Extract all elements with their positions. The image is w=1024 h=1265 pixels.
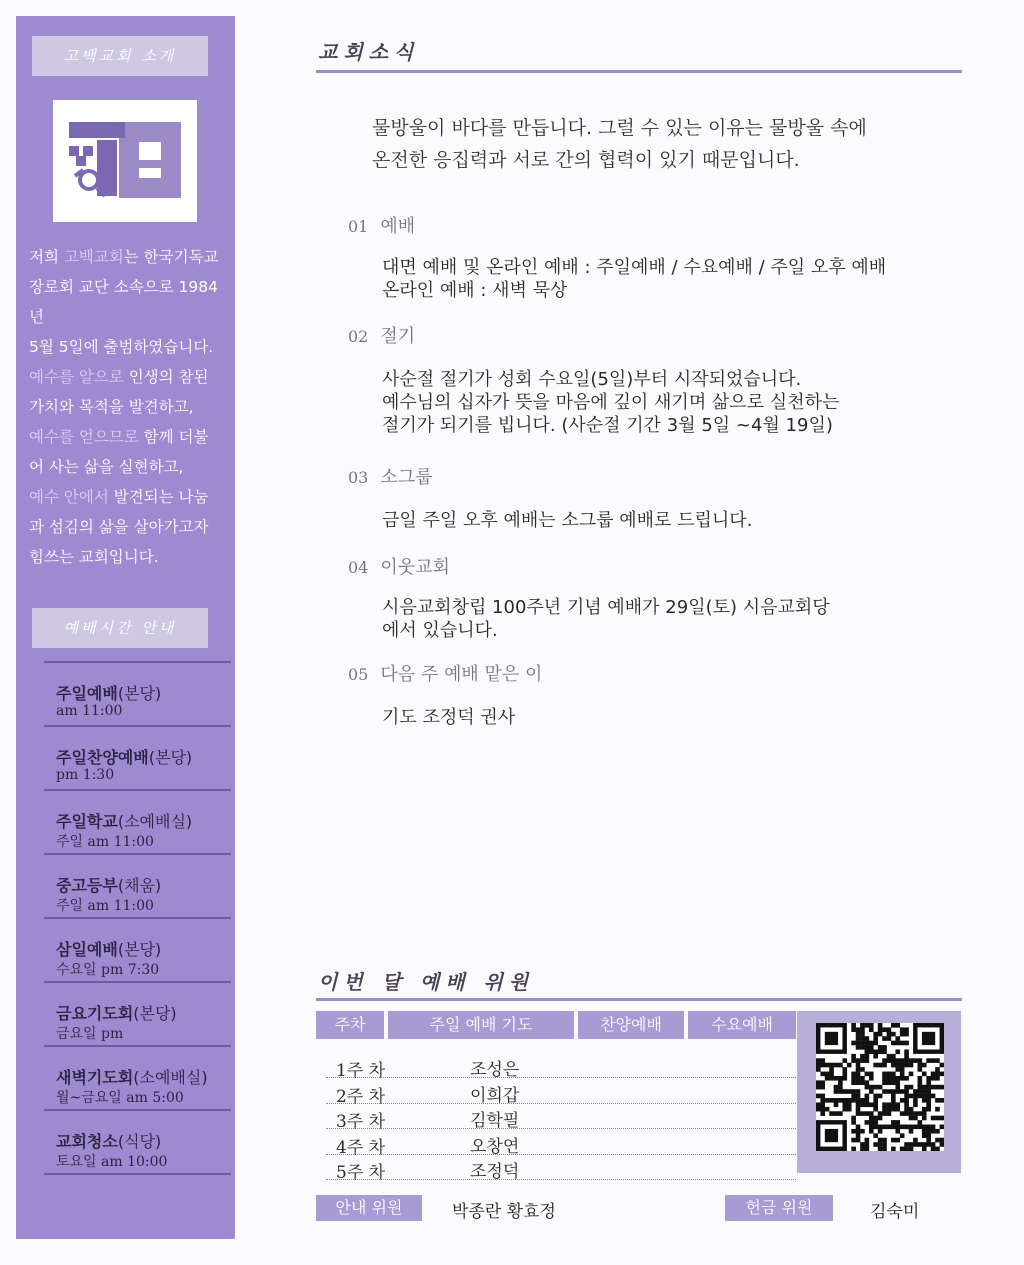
- service-name: 삼일예배: [56, 940, 118, 959]
- news-item-line: 절기가 되기를 빕니다. (사순절 기간 3월 5일 ~4월 19일): [382, 415, 833, 436]
- intro-highlight: 예수를 얻으므로: [29, 428, 139, 446]
- intro-line: [29, 482, 229, 512]
- schedule-time: 주일 am 11:00: [56, 898, 154, 914]
- col-header-week: 주차: [316, 1011, 384, 1039]
- news-item-heading: [348, 322, 415, 348]
- intro-line: [29, 422, 229, 452]
- schedule-time: 토요일 am 10:00: [56, 1154, 168, 1170]
- service-place: (식당): [117, 1132, 162, 1151]
- schedule-heading: 예배시간 안내: [32, 608, 208, 648]
- duty-prayer-name: 김학필: [470, 1111, 520, 1131]
- schedule-time: am 11:00: [56, 703, 123, 719]
- duty-week: 5주 차: [336, 1163, 386, 1183]
- news-title-rule: [316, 70, 962, 73]
- schedule-bottom-rule: [44, 1173, 231, 1175]
- intro-highlight: 고백교회: [63, 248, 124, 266]
- news-item-line: 온라인 예배 : 새벽 묵상: [382, 280, 568, 301]
- news-item-number: 02: [348, 327, 369, 346]
- service-place: (본당): [133, 1004, 177, 1023]
- service-name: 주일찬양예배: [56, 748, 149, 767]
- qr-code-icon: [816, 1023, 944, 1151]
- duty-prayer-name: 조정덕: [470, 1162, 520, 1182]
- service-place: (소예배실): [133, 1068, 208, 1087]
- intro-text: 저희: [29, 248, 64, 266]
- duty-title-rule: [316, 998, 962, 1001]
- service-name: 주일예배: [56, 684, 118, 703]
- intro-line: [29, 542, 229, 572]
- news-item-heading: [348, 463, 433, 489]
- news-item-line: 시음교회창립 100주년 기념 예배가 29일(토) 시음교회당: [382, 597, 830, 618]
- duty-week: 4주 차: [336, 1137, 386, 1158]
- duty-table-row: [326, 1079, 796, 1107]
- duty-title: 이번 달 예배 위원: [318, 970, 535, 994]
- offering-label: 헌금 위원: [725, 1195, 833, 1221]
- lead-line: 온전한 응집력과 서로 간의 협력이 있기 때문입니다.: [372, 149, 800, 171]
- intro-line: [29, 242, 229, 272]
- worship-schedule: [44, 661, 231, 1175]
- intro-text: 어 사는 삶을 실현하고,: [29, 458, 184, 476]
- schedule-time: pm 1:30: [56, 767, 115, 783]
- news-item-number: 05: [348, 665, 369, 684]
- news-item-title: 예배: [380, 216, 416, 237]
- guide-names: 박종란 황효정: [452, 1202, 556, 1222]
- news-item-body: [382, 368, 839, 437]
- news-item-line: 에서 있습니다.: [382, 620, 498, 641]
- duty-table-row: [326, 1104, 796, 1132]
- duty-table-row: [326, 1053, 796, 1081]
- news-title: 교회소식: [318, 40, 420, 64]
- schedule-service-name: [56, 1065, 208, 1088]
- duty-table-row: [326, 1155, 796, 1183]
- schedule-service-name: [56, 745, 192, 768]
- news-item-heading: [348, 212, 415, 238]
- news-item-line: 금일 주일 오후 예배는 소그룹 예배로 드립니다.: [382, 510, 753, 531]
- intro-text: 인생의 참된: [123, 368, 209, 386]
- service-name: 금요기도회: [56, 1004, 134, 1023]
- offering-names: 김숙미: [870, 1202, 920, 1222]
- schedule-service-name: [56, 809, 192, 832]
- service-place: (본당): [117, 940, 162, 959]
- schedule-item: [44, 1045, 231, 1109]
- intro-line: [29, 392, 229, 422]
- news-item-heading: [348, 660, 542, 686]
- duty-table-row: [326, 1130, 796, 1158]
- intro-heading: 고백교회 소개: [32, 36, 208, 76]
- news-item-line: 대면 예배 및 온라인 예배 : 주일예배 / 수요예배 / 주일 오후 예배: [382, 257, 887, 278]
- service-name: 새벽기도회: [56, 1068, 134, 1087]
- intro-highlight: 예수를 알으로: [29, 368, 124, 386]
- intro-line: [29, 332, 229, 362]
- intro-text: 5월 5일에 출범하였습니다.: [29, 338, 214, 356]
- news-item-line: 기도 조정덕 권사: [382, 707, 516, 728]
- schedule-time: 금요일 pm: [56, 1026, 124, 1042]
- duty-week: 1주 차: [336, 1061, 386, 1081]
- intro-text: 가치와 목적을 발견하고,: [29, 398, 194, 416]
- news-item-title: 다음 주 예배 맡은 이: [380, 664, 543, 685]
- news-item-title: 절기: [380, 326, 416, 347]
- schedule-item: [44, 1109, 231, 1173]
- church-introduction: [29, 242, 229, 572]
- schedule-item: [44, 981, 231, 1045]
- intro-line: [29, 272, 229, 332]
- church-logo-icon: [53, 100, 197, 222]
- schedule-item: [44, 789, 231, 853]
- service-place: (본당): [117, 684, 162, 703]
- news-item-line: 사순절 절기가 성회 수요일(5일)부터 시작되었습니다.: [382, 369, 802, 390]
- intro-text: 는 한국기독교: [123, 248, 219, 266]
- schedule-time: 주일 am 11:00: [56, 834, 154, 850]
- schedule-time: 수요일 pm 7:30: [56, 962, 160, 978]
- service-name: 중고등부: [56, 876, 118, 895]
- intro-line: [29, 512, 229, 542]
- schedule-item: [44, 725, 231, 789]
- schedule-service-name: [56, 1001, 177, 1024]
- news-item-title: 이웃교회: [380, 557, 450, 578]
- intro-highlight: 예수 안에서: [29, 488, 109, 506]
- duty-week: 3주 차: [336, 1112, 386, 1132]
- schedule-item: [44, 661, 231, 725]
- service-name: 교회청소: [56, 1132, 118, 1151]
- news-lead-paragraph: [372, 112, 932, 176]
- sidebar: [16, 16, 235, 1239]
- news-item-number: 01: [348, 217, 369, 236]
- intro-text: 힘쓰는 교회입니다.: [29, 548, 159, 566]
- schedule-service-name: [56, 1129, 161, 1152]
- duty-prayer-name: 이희갑: [470, 1085, 520, 1106]
- lead-line: 물방울이 바다를 만듭니다. 그럴 수 있는 이유는 물방울 속에: [372, 117, 867, 139]
- col-header-praise-service: 찬양예배: [578, 1011, 684, 1039]
- service-place: (소예배실): [117, 812, 193, 831]
- intro-text: 장로회 교단 소속으로 1984년: [29, 278, 218, 326]
- news-item-number: 03: [348, 468, 369, 487]
- schedule-item: [44, 917, 231, 981]
- news-item-number: 04: [348, 558, 369, 577]
- duty-prayer-name: 오창연: [470, 1136, 520, 1157]
- duty-week: 2주 차: [336, 1086, 386, 1107]
- news-item-title: 소그룹: [380, 467, 433, 488]
- news-item-body: [382, 706, 515, 729]
- col-header-wednesday-service: 수요예배: [688, 1011, 796, 1039]
- service-place: (채움): [117, 876, 162, 895]
- news-item-line: 예수님의 십자가 뜻을 마음에 깊이 새기며 삶으로 실천하는: [382, 392, 840, 413]
- news-item-body: [382, 256, 886, 302]
- schedule-service-name: [56, 681, 161, 704]
- news-item-body: [382, 596, 830, 642]
- schedule-item: [44, 853, 231, 917]
- news-item-body: [382, 509, 752, 532]
- col-header-sunday-prayer: 주일 예배 기도: [388, 1011, 574, 1039]
- service-place: (본당): [148, 748, 193, 767]
- schedule-service-name: [56, 937, 161, 960]
- intro-line: [29, 452, 229, 482]
- news-item-heading: [348, 553, 450, 579]
- intro-line: [29, 362, 229, 392]
- intro-text: 함께 더불: [138, 428, 209, 446]
- schedule-service-name: [56, 873, 161, 896]
- duty-prayer-name: 조성은: [470, 1060, 520, 1080]
- guide-label: 안내 위원: [316, 1195, 422, 1221]
- service-name: 주일학교: [56, 812, 118, 831]
- intro-text: 과 섬김의 삶을 살아가고자: [29, 518, 209, 536]
- schedule-time: 월~금요일 am 5:00: [56, 1090, 184, 1106]
- intro-text: 발견되는 나눔: [108, 488, 209, 506]
